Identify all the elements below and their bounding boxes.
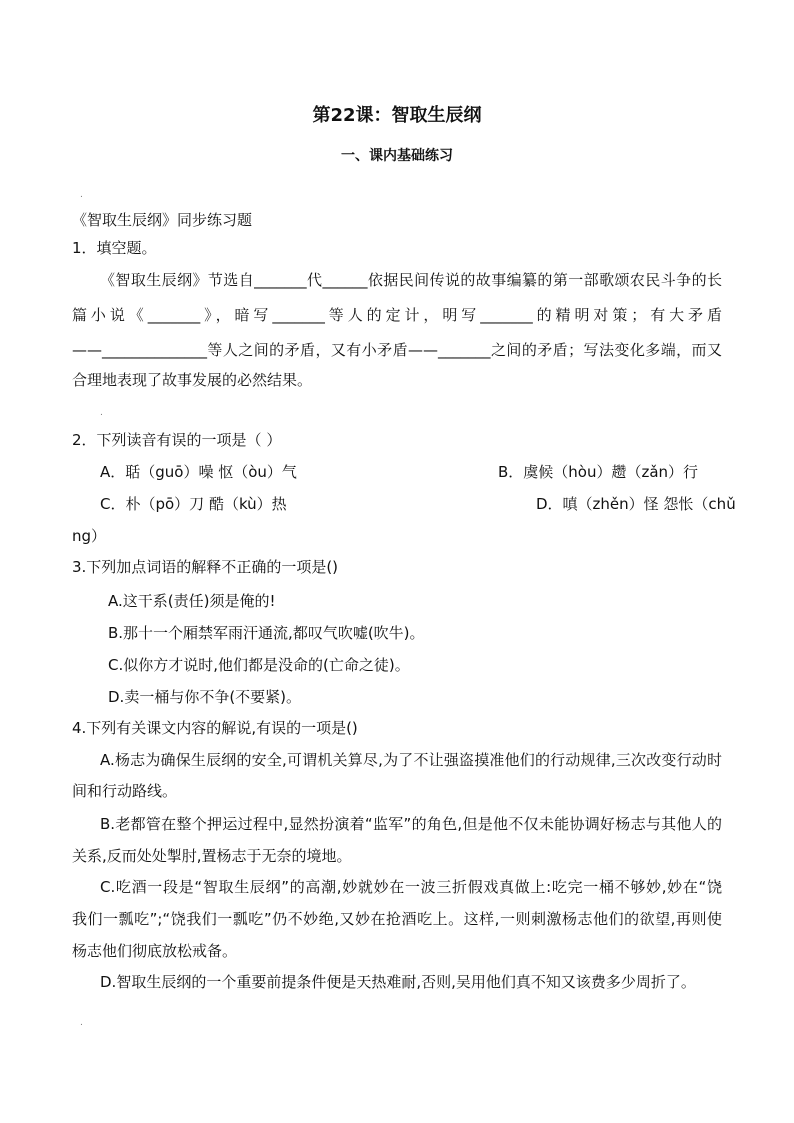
q1-line-1: 《智取生辰纲》节选自_______代______依据民间传说的故事编纂的第一部歌颂农民斗争的长 <box>100 271 722 289</box>
q3-option-c: C.似你方才说时,他们都是没命的(亡命之徒)。 <box>108 656 410 674</box>
q2-heading: 2．下列读音有误的一项是（ ） <box>72 431 282 449</box>
paragraph-mark: . <box>100 408 103 418</box>
q4-option-b-line-1: B.老都管在整个押运过程中,显然扮演着“监军”的角色,但是他不仅未能协调好杨志与其他人的 <box>100 815 722 833</box>
section-subtitle: 一、课内基础练习 <box>341 148 453 164</box>
q4-option-c-line-1: C.吃酒一段是“智取生辰纲”的高潮,妙就妙在一波三折假戏真做上:吃完一桶不够妙,妙在“饶 <box>100 878 722 896</box>
q3-option-d: D.卖一桶与你不争(不要紧)。 <box>108 688 302 706</box>
q1-heading: 1．填空题。 <box>72 239 157 257</box>
q3-option-b: B.那十一个厢禁军雨汗通流,都叹气吹嘘(吹牛)。 <box>108 624 425 642</box>
q1-line-4: 合理地表现了故事发展的必然结果。 <box>72 371 313 389</box>
q3-heading: 3.下列加点词语的解释不正确的一项是() <box>72 558 339 576</box>
q2-option-d-continued: ng） <box>72 527 107 545</box>
q4-heading: 4.下列有关课文内容的解说,有误的一项是() <box>72 719 358 737</box>
q4-option-c-line-2: 我们一瓢吃”;“饶我们一瓢吃”仍不妙绝,又妙在抢酒吃上。这样,一则刺激杨志他们的欲望,再则使 <box>72 910 722 928</box>
q3-option-a: A.这干系(责任)须是俺的! <box>108 592 276 610</box>
q2-option-a: A．聒（guō）噪 怄（òu）气 <box>100 463 297 481</box>
q1-line-3: ——______________等人之间的矛盾，又有小矛盾——_______之间的矛盾；写法变化多端，而又 <box>72 341 722 359</box>
page-title: 第22课：智取生辰纲 <box>312 105 482 126</box>
paragraph-mark: . <box>80 1018 83 1028</box>
paragraph-mark: . <box>80 190 83 200</box>
q4-option-b-line-2: 关系,反而处处掣肘,置杨志于无奈的境地。 <box>72 847 352 865</box>
q4-option-a-line-2: 间和行动路线。 <box>72 782 178 800</box>
q4-option-a-line-1: A.杨志为确保生辰纲的安全,可谓机关算尽,为了不让强盗摸准他们的行动规律,三次改变行动时 <box>100 751 722 769</box>
intro-line: 《智取生辰纲》同步练习题 <box>72 211 253 229</box>
q2-option-b: B．虞候（hòu）趱（zǎn）行 <box>498 463 699 481</box>
q1-line-2: 篇小说《_______》，暗写_______等人的定计，明写_______的精明对策；有大矛盾 <box>72 306 722 324</box>
q4-option-d: D.智取生辰纲的一个重要前提条件便是天热难耐,否则,吴用他们真不知又该费多少周折了。 <box>100 973 696 991</box>
q2-option-c: C．朴（pō）刀 酷（kù）热 <box>100 495 287 513</box>
q4-option-c-line-3: 杨志他们彻底放松戒备。 <box>72 942 238 960</box>
q2-option-d: D．嗔（zhěn）怪 怨怅（chǔ <box>536 495 736 513</box>
